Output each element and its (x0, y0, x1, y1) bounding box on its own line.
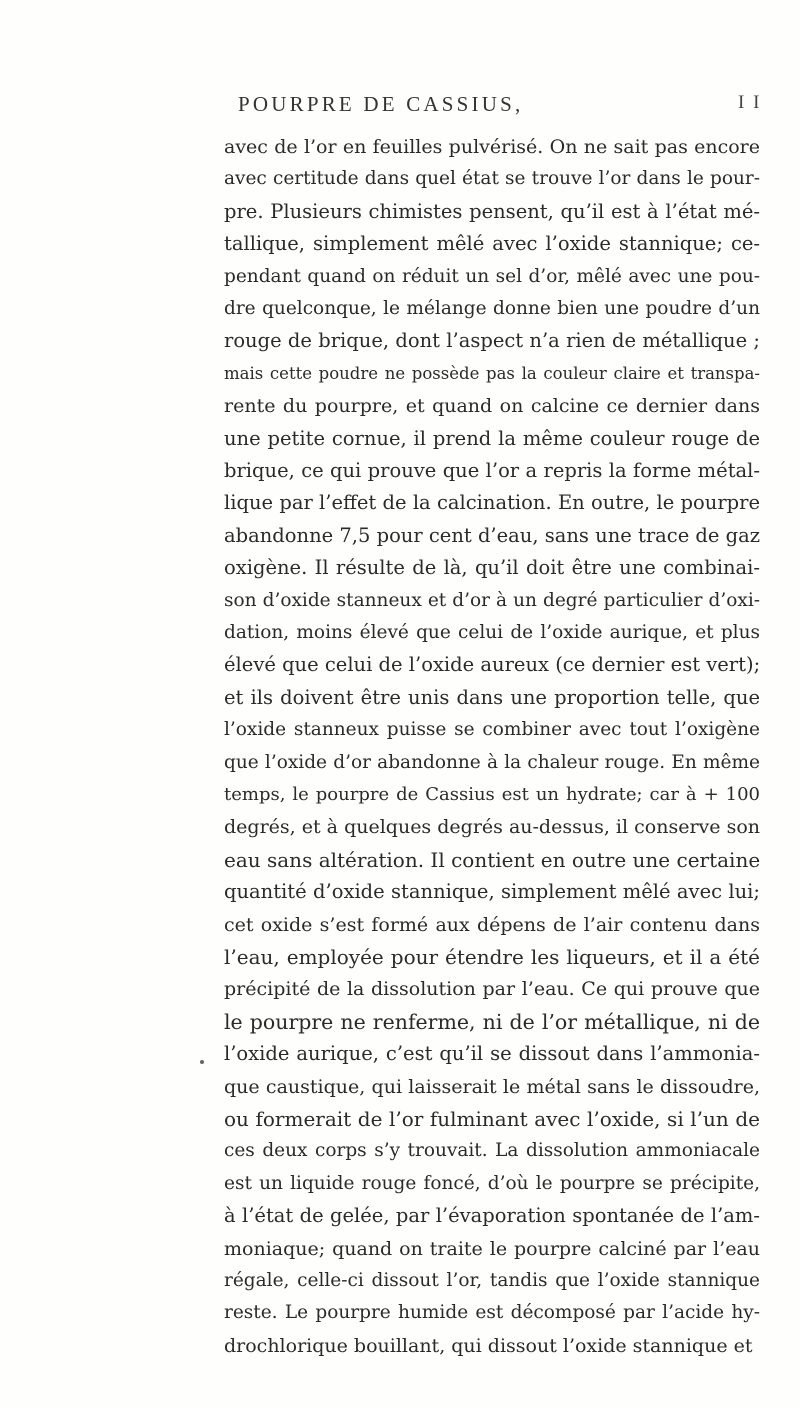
text-line: régale, celle-ci dissout l’or, tandis que l’oxide stannique (224, 1270, 760, 1291)
text-line: ces deux corps s’y trouvait. La dissolution ammoniacale (224, 1140, 760, 1162)
text-line: eau sans altération. Il contient en outre une certaine (224, 847, 761, 872)
text-line: à l’état de gelée, par l’évaporation spontanée de l’am- (224, 1204, 760, 1228)
text-line: brique, ce qui prouve que l’or a repris la forme métal- (224, 459, 760, 482)
text-line: oxigène. Il résulte de là, qu’il doit être une combinai- (224, 556, 760, 580)
text-line: élevé que celui de l’oxide aureux (ce dernier est vert); (224, 653, 761, 677)
text-line: que caustique, qui laisserait le métal sans le dissoudre, (224, 1075, 760, 1098)
text-line: l’oxide aurique, c’est qu’il se dissout dans l’ammonia- (224, 1042, 760, 1066)
text-line: dre quelconque, le mélange donne bien une poudre d’un (224, 298, 760, 319)
text-line: son d’oxide stanneux et d’or à un degré particulier d’oxi- (224, 589, 760, 611)
text-line: temps, le pourpre de Cassius est un hydrate; car à + 100 (224, 784, 760, 805)
text-line: mais cette poudre ne possède pas la couleur claire et transpa- (224, 363, 760, 383)
text-line: pendant quand on réduit un sel d’or, mêlé avec une pou- (224, 265, 760, 287)
running-head-title: POURPRE DE CASSIUS, (238, 92, 524, 116)
text-line: quantité d’oxide stannique, simplement mêlé avec lui; (224, 880, 760, 904)
text-line: l’oxide stanneux puisse se combiner avec tout l’oxigène (224, 719, 760, 741)
text-line: pre. Plusieurs chimistes pensent, qu’il est à l’état mé- (224, 199, 760, 223)
text-line: ou formerait de l’or fulminant avec l’oxide, si l’un de (224, 1107, 760, 1131)
page-number: I I (738, 92, 762, 113)
text-line: précipité de la dissolution par l’eau. Ce qui prouve que (224, 978, 760, 1001)
text-line: une petite cornue, il prend la même couleur rouge de (224, 426, 760, 450)
text-line: avec de l’or en feuilles pulvérisé. On ne sait pas encore (224, 136, 760, 158)
text-line: lique par l’effet de la calcination. En outre, le pourpre (224, 491, 760, 515)
text-line: reste. Le pourpre humide est décomposé par l’acide hy- (224, 1302, 760, 1324)
margin-speck (200, 1060, 204, 1064)
text-line: degrés, et à quelques degrés au-dessus, il conserve son (224, 816, 760, 839)
running-head (0, 92, 800, 122)
text-line: moniaque; quand on traite le pourpre calciné par l’eau (224, 1237, 760, 1260)
text-line: rouge de brique, dont l’aspect n’a rien de métallique ; (224, 329, 760, 353)
text-line: drochlorique bouillant, qui dissout l’oxide stannique et (224, 1334, 753, 1357)
text-line: rente du pourpre, et quand on calcine ce dernier dans (224, 395, 760, 418)
text-line: le pourpre ne renferme, ni de l’or métallique, ni de (224, 1009, 760, 1034)
text-line: est un liquide rouge foncé, d’où le pourpre se précipite, (224, 1172, 760, 1194)
text-line: que l’oxide d’or abandonne à la chaleur rouge. En même (224, 751, 760, 773)
text-line: et ils doivent être unis dans une proportion telle, que (224, 685, 760, 709)
text-line: avec certitude dans quel état se trouve l’or dans le pour- (224, 168, 760, 190)
text-line: abandonne 7,5 pour cent d’eau, sans une trace de gaz (224, 523, 761, 547)
text-line: dation, moins élevé que celui de l’oxide aurique, et plus (224, 622, 760, 643)
text-line: tallique, simplement mêlé avec l’oxide stannique; ce- (224, 232, 760, 256)
text-line: l’eau, employée pour étendre les liqueurs, et il a été (224, 945, 760, 969)
text-line: cet oxide s’est formé aux dépens de l’air contenu dans (224, 913, 760, 936)
